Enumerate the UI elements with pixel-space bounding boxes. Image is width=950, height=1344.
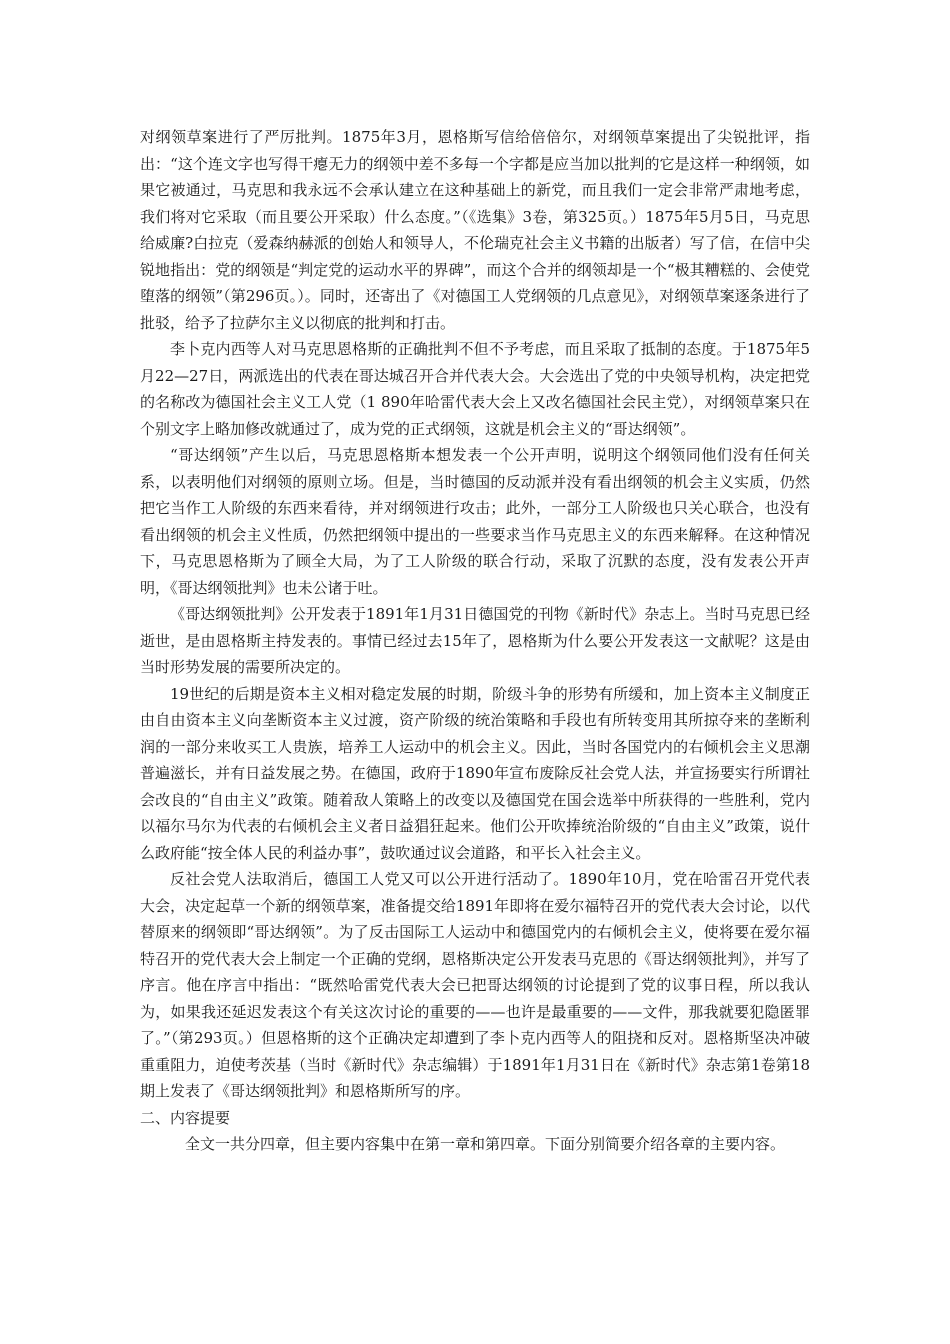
paragraph-silence: “哥达纲领”产生以后，马克思恩格斯本想发表一个公开声明，说明这个纲领同他们没有任何关系，以表明他们对纲领的原则立场。但是，当时德国的反动派并没有看出纲领的机会主义实质，仍然把它当作工人阶级的东西来看待，并对纲领进行攻击；此外，一部分工人阶级也只关心联合，也没有看出纲领的机会主义性质，仍然把纲领中提出的一些要求当作马克思主义的东西来解释。在这种情况下，马克思恩格斯为了顾全大局，为了工人阶级的联合行动，采取了沉默的态度，没有发表公开声明，《哥达纲领批判》也未公诸于吐。 <box>140 446 810 597</box>
paragraph-publication: 《哥达纲领批判》公开发表于1891年1月31日德国党的刊物《新时代》杂志上。当时马克思已经逝世，是由恩格斯主持发表的。事情已经过去15年了，恩格斯为什么要公开发表这一文献呢？这是由当时形势发展的需要所决定的。 <box>140 605 810 676</box>
paragraph-gotha-congress: 李卜克内西等人对马克思恩格斯的正确批判不但不予考虑，而且采取了抵制的态度。于1875年5月22—27日，两派选出的代表在哥达城召开合并代表大会。大会选出了党的中央领导机构，决定把党的名称改为德国社会主义工人党（1 890年哈雷代表大会上又改名德国社会民主党），对纲领草案只在个别文字上略加修改就通过了，成为党的正式纲领，这就是机会主义的“哥达纲领”。 <box>140 340 810 438</box>
paragraph-historical-context: 19世纪的后期是资本主义相对稳定发展的时期，阶级斗争的形势有所缓和，加上资本主义制度正由自由资本主义向垄断资本主义过渡，资产阶级的统治策略和手段也有所转变用其所掠夺来的垄断利润的一部分来收买工人贵族，培养工人运动中的机会主义。因此，当时各国党内的右倾机会主义思潮普遍滋长，并有日益发展之势。在德国，政府于1890年宣布废除反社会党人法，并宣扬要实行所谓社会改良的“自由主义”政策。随着敌人策略上的改变以及德国党在国会选举中所获得的一些胜利，党内以福尔马尔为代表的右倾机会主义者日益猖狂起来。他们公开吹捧统治阶级的“自由主义”政策，说什么政府能“按全体人民的利益办事”，鼓吹通过议会道路，和平长入社会主义。 <box>140 684 810 862</box>
document-body <box>140 124 810 1158</box>
paragraph-summary-intro: 全文一共分四章，但主要内容集中在第一章和第四章。下面分别简要介绍各章的主要内容。 <box>185 1135 786 1153</box>
paragraph-engels-decision: 反社会党人法取消后，德国工人党又可以公开进行活动了。1890年10月，党在哈雷召开党代表大会，决定起草一个新的纲领草案，准备提交给1891年即将在爱尔福特召开的党代表大会讨论，以代替原来的纲领即“哥达纲领”。为了反击国际工人运动中和德国党内的右倾机会主义，使将要在爱尔福特召开的党代表大会上制定一个正确的党纲，恩格斯决定公开发表马克思的《哥达纲领批判》，并写了序言。他在序言中指出：“既然哈雷党代表大会已把哥达纲领的讨论提到了党的议事日程，所以我认为，如果我还延迟发表这个有关这次讨论的重要的——也许是最重要的——文件，那我就要犯隐匿罪了。”（第293页。）但恩格斯的这个正确决定却遭到了李卜克内西等人的阻挠和反对。恩格斯坚决冲破重重阻力，迫使考茨基（当时《新时代》杂志编辑）于1891年1月31日在《新时代》杂志第1卷第18期上发表了《哥达纲领批判》和恩格斯所写的序。 <box>140 870 810 1100</box>
section-heading-summary: 二、内容提要 <box>140 1108 231 1127</box>
paragraph-criticism-letters: 对纲领草案进行了严厉批判。1875年3月，恩格斯写信给倍倍尔，对纲领草案提出了尖锐批评，指出：“这个连文字也写得干瘪无力的纲领中差不多每一个字都是应当加以批判的它是这样一种纲领，如果它被通过，马克思和我永远不会承认建立在这种基础上的新党，而且我们一定会非常严肃地考虑，我们将对它采取（而且要公开采取）什么态度。”（《选集》3卷，第325页。）1875年5月5日，马克思给威廉?白拉克（爱森纳赫派的创始人和领导人，不伦瑞克社会主义书籍的出版者）写了信，在信中尖锐地指出：党的纲领是“判定党的运动水平的界碑”，而这个合并的纲领却是一个“极其糟糕的、会使党堕落的纲领”（第296页。）。同时，还寄出了《对德国工人党纲领的几点意见》，对纲领草案逐条进行了批驳，给予了拉萨尔主义以彻底的批判和打击。 <box>140 128 810 332</box>
